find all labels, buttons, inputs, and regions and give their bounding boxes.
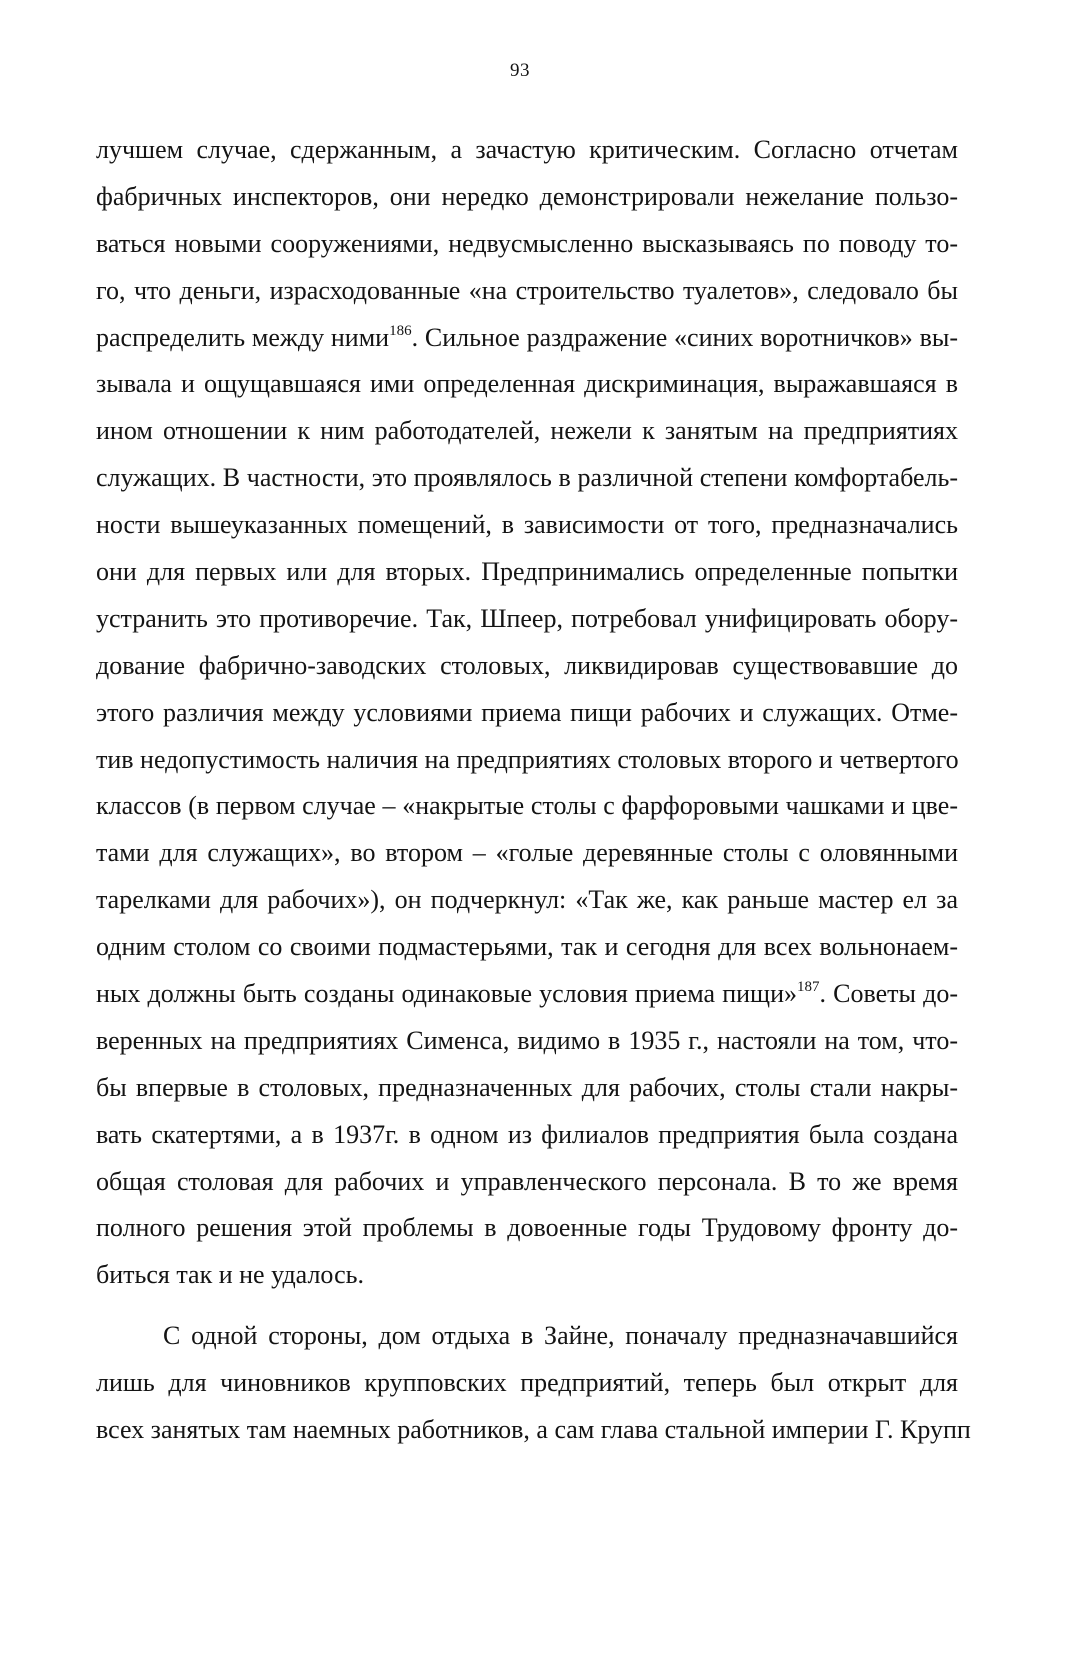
text-line: веренных на предприятиях Сименса, видимо в 1935 г., настояли на том, что- bbox=[96, 1025, 958, 1055]
paragraph bbox=[96, 127, 958, 1299]
paragraph-gap bbox=[96, 1299, 958, 1313]
text-line: тив недопустимость наличия на предприятиях столовых второго и четвертого bbox=[96, 744, 959, 774]
line-text: распределить между ними bbox=[96, 322, 390, 352]
text-line-with-footnote bbox=[96, 315, 958, 362]
text-line: бы впервые в столовых, предназначенных для рабочих, столы стали накры- bbox=[96, 1072, 958, 1102]
text-line: тами для служащих», во втором – «голые деревянные столы с оловянными bbox=[96, 838, 958, 868]
text-line: дование фабрично-заводских столовых, ликвидировав существовавшие до bbox=[96, 650, 958, 680]
text-line: этого различия между условиями приема пищи рабочих и служащих. Отме- bbox=[96, 697, 958, 727]
text-line: всех занятых там наемных работников, а сам глава стальной империи Г. Крупп bbox=[96, 1415, 971, 1445]
text-line: устранить это противоречие. Так, Шпеер, потребовал унифицировать обору- bbox=[96, 603, 958, 633]
text-line: вать скатертями, а в 1937г. в одном из филиалов предприятия была создана bbox=[96, 1119, 958, 1149]
text-line: фабричных инспекторов, они нередко демонстрировали нежелание пользо- bbox=[96, 181, 958, 211]
text-line: тарелками для рабочих»), он подчеркнул: «Так же, как раньше мастер ел за bbox=[96, 885, 958, 915]
paragraph bbox=[96, 1313, 971, 1454]
text-line: ности вышеуказанных помещений, в зависимости от того, предназначались bbox=[96, 510, 958, 540]
line-text: ных должны быть созданы одинаковые условия приема пищи» bbox=[96, 979, 797, 1009]
text-line: лишь для чиновников крупповских предприятий, теперь был открыт для bbox=[96, 1368, 958, 1398]
footnote-ref: 187 bbox=[797, 979, 820, 996]
text-line: биться так и не удалось. bbox=[96, 1260, 364, 1290]
text-line: С одной стороны, дом отдыха в Зайне, поначалу предназначавшийся bbox=[163, 1321, 958, 1351]
line-text: . Сильное раздражение «синих воротничков» вы- bbox=[411, 322, 958, 352]
text-line: ваться новыми сооружениями, недвусмысленно высказываясь по поводу то- bbox=[96, 228, 958, 258]
text-line-with-footnote bbox=[96, 971, 958, 1018]
text-line: они для первых или для вторых. Предпринимались определенные попытки bbox=[96, 557, 958, 587]
text-line: лучшем случае, сдержанным, а зачастую критическим. Согласно отчетам bbox=[96, 135, 958, 164]
page-number: 93 bbox=[510, 60, 530, 81]
body-text bbox=[96, 127, 971, 1454]
line-text: . Советы до- bbox=[819, 979, 958, 1009]
text-line: ином отношении к ним работодателей, нежели к занятым на предприятиях bbox=[96, 416, 958, 446]
text-line: зывала и ощущавшаяся ими определенная дискриминация, выражавшаяся в bbox=[96, 369, 958, 399]
text-line: го, что деньги, израсходованные «на строительство туалетов», следовало бы bbox=[96, 275, 958, 305]
text-line: классов (в первом случае – «накрытые столы с фарфоровыми чашками и цве- bbox=[96, 791, 958, 821]
text-line: общая столовая для рабочих и управленческого персонала. В то же время bbox=[96, 1166, 958, 1196]
text-line: служащих. В частности, это проявлялось в различной степени комфортабель- bbox=[96, 463, 958, 493]
text-line: одним столом со своими подмастерьями, так и сегодня для всех вольнонаем- bbox=[96, 932, 958, 962]
footnote-ref: 186 bbox=[389, 322, 412, 339]
text-line: полного решения этой проблемы в довоенные годы Трудовому фронту до- bbox=[96, 1213, 958, 1243]
